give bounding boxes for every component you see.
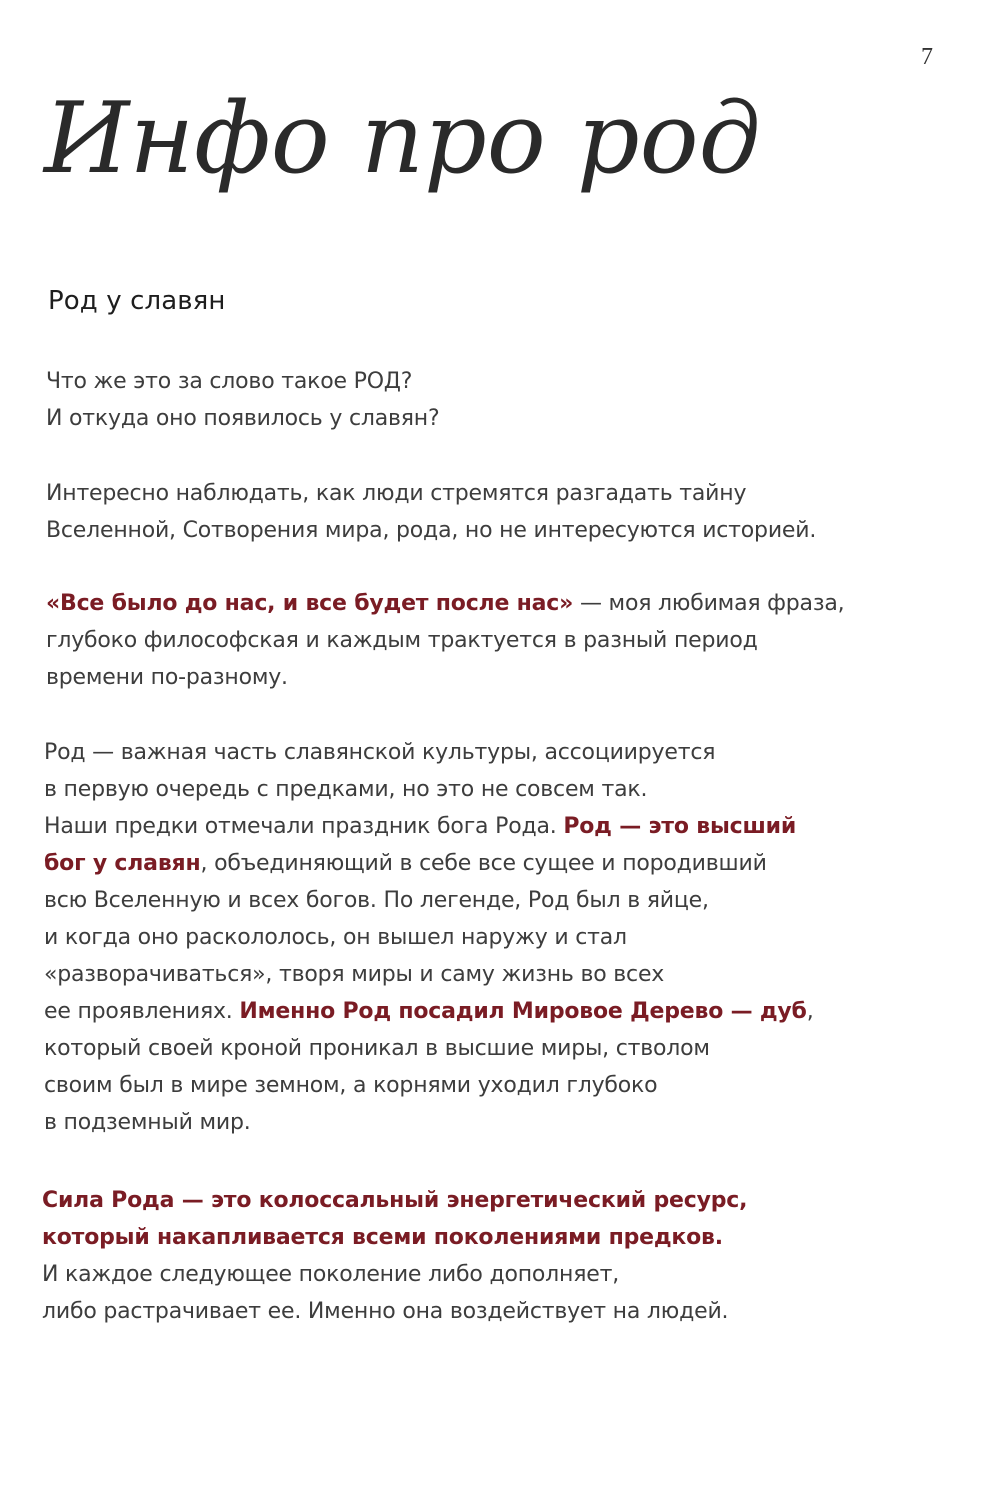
paragraph-observation xyxy=(46,475,816,549)
text-line: «разворачиваться», творя миры и саму жизнь во всех xyxy=(44,962,665,987)
text-fragment: , xyxy=(806,999,814,1024)
text-line: времени по-разному. xyxy=(46,665,288,690)
text-line: и когда оно раскололось, он вышел наружу и стал xyxy=(44,925,627,950)
text-fragment: ее проявлениях. xyxy=(44,999,240,1024)
text-line: И каждое следующее поколение либо дополняет, xyxy=(42,1262,619,1287)
text-line xyxy=(46,585,844,622)
highlighted-text: Сила Рода — это колоссальный энергетический ресурс, xyxy=(42,1188,748,1213)
text-line xyxy=(44,845,814,882)
chapter-title-script xyxy=(34,60,761,220)
paragraph-quote xyxy=(46,585,844,696)
page-number: 7 xyxy=(921,44,933,70)
text-line: Что же это за слово такое РОД? xyxy=(46,369,413,394)
text-line: в первую очередь с предками, но это не совсем так. xyxy=(44,777,648,802)
section-heading: Род у славян xyxy=(48,286,226,316)
highlighted-text: бог у славян xyxy=(44,851,201,876)
highlighted-quote: «Все было до нас, и все будет после нас» xyxy=(46,591,574,616)
text-line: Вселенной, Сотворения мира, рода, но не интересуются историей. xyxy=(46,518,817,543)
text-line: который своей кроной проникал в высшие миры, стволом xyxy=(44,1036,710,1061)
text-line: либо растрачивает ее. Именно она воздействует на людей. xyxy=(42,1299,729,1324)
paragraph-intro-question xyxy=(46,363,439,437)
text-fragment: — моя любимая фраза, xyxy=(573,591,845,616)
highlighted-text: который накапливается всеми поколениями предков. xyxy=(42,1225,723,1250)
text-fragment: Наши предки отмечали праздник бога Рода. xyxy=(44,814,564,839)
text-line: в подземный мир. xyxy=(44,1110,251,1135)
text-line: Интересно наблюдать, как люди стремятся разгадать тайну xyxy=(46,481,747,506)
text-line: глубоко философская и каждым трактуется в разный период xyxy=(46,628,758,653)
highlighted-text: Именно Род посадил Мировое Дерево — дуб xyxy=(239,999,807,1024)
text-line: своим был в мире земном, а корнями уходил глубоко xyxy=(44,1073,658,1098)
text-line: всю Вселенную и всех богов. По легенде, Род был в яйце, xyxy=(44,888,709,913)
text-line xyxy=(44,808,814,845)
paragraph-power-of-rod xyxy=(42,1182,747,1330)
text-line: И откуда оно появилось у славян? xyxy=(46,406,440,431)
text-line: Род — важная часть славянской культуры, ассоциируется xyxy=(44,740,716,765)
chapter-title-text: Инфо про род xyxy=(44,82,761,196)
highlighted-text: Род — это высший xyxy=(563,814,797,839)
text-fragment: , объединяющий в себе все сущее и породивший xyxy=(200,851,767,876)
paragraph-rod-culture xyxy=(44,734,814,1141)
text-line xyxy=(44,993,814,1030)
